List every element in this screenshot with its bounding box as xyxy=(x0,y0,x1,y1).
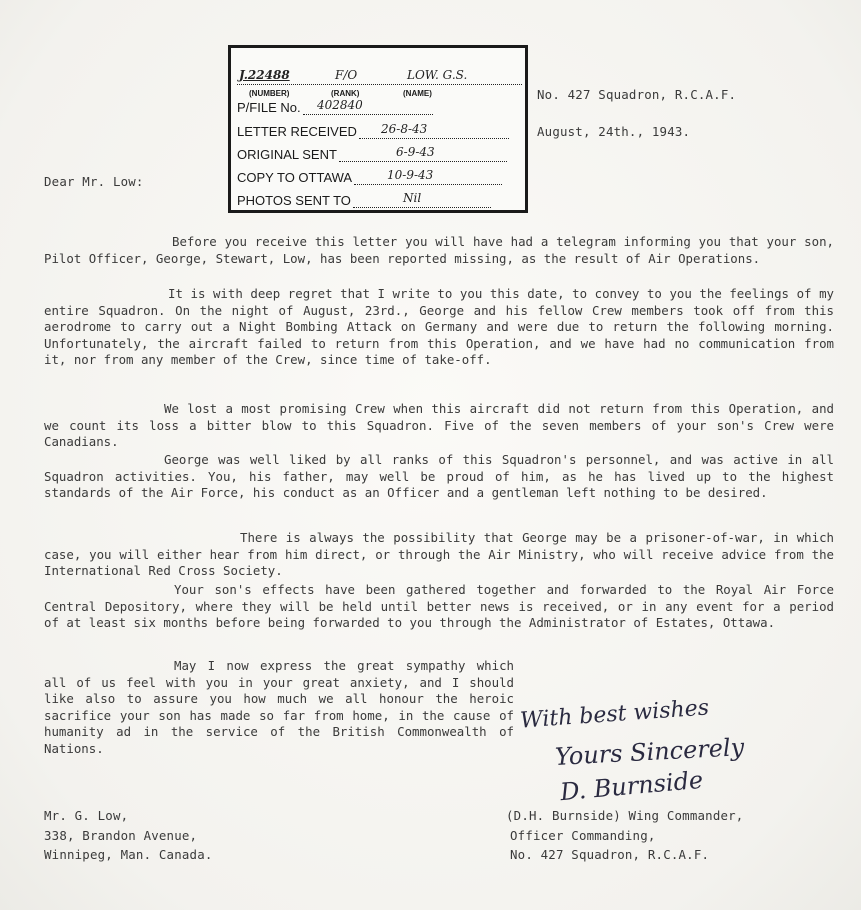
stamp-top-dotted-line xyxy=(237,84,522,85)
stamp-original-sent-value: 6-9-43 xyxy=(396,145,435,159)
paragraph-7: May I now express the great sympathy which all of us feel with you in your great anxiety, and I should like also to assure you how much we all honour the heroic sacrifice your son has made so far from home, in the cause of humanity ad in the service of the British Commonwealth of Nations. xyxy=(44,658,514,756)
handwritten-yours-sincerely: Yours Sincerely xyxy=(554,733,745,771)
stamp-letter-received-value: 26-8-43 xyxy=(381,122,428,136)
letter-date: August, 24th., 1943. xyxy=(537,124,691,139)
stamp-rank-value: F/O xyxy=(335,68,358,82)
stamp-number-caption: (NUMBER) xyxy=(249,89,290,98)
stamp-rank-caption: (RANK) xyxy=(331,89,360,98)
signer-title: Officer Commanding, xyxy=(510,828,656,843)
stamp-copy-ottawa-value: 10-9-43 xyxy=(387,168,434,182)
stamp-copy-ottawa-label: COPY TO OTTAWA xyxy=(237,170,353,185)
stamp-pfile-label: P/FILE No. xyxy=(237,100,301,115)
stamp-photos-value: Nil xyxy=(403,191,422,205)
recipient-street: 338, Brandon Avenue, xyxy=(44,828,198,843)
stamp-name-caption: (NAME) xyxy=(403,89,432,98)
stamp-original-sent-label: ORIGINAL SENT xyxy=(237,147,337,162)
paragraph-1: Before you receive this letter you will have had a telegram informing you that your son, Pilot Officer, George, Stewart, Low, has been reported missing, as the result of Air Operations. xyxy=(44,234,834,266)
paragraph-4: George was well liked by all ranks of this Squadron's personnel, and was active in all Squadron activities. You, his father, may well be proud of him, as he has lived up to the highest standards of the Air Force, his conduct as an Officer and a gentleman left nothing to be desired. xyxy=(44,452,834,501)
stamp-photos-row xyxy=(237,193,491,208)
handwritten-best-wishes: With best wishes xyxy=(519,695,710,734)
stamp-name-value: LOW. G.S. xyxy=(407,68,468,82)
stamp-photos-label: PHOTOS SENT TO xyxy=(237,193,351,208)
records-stamp xyxy=(228,45,528,213)
stamp-letter-received-row xyxy=(237,124,509,139)
stamp-copy-ottawa-row xyxy=(237,170,502,185)
squadron-heading: No. 427 Squadron, R.C.A.F. xyxy=(537,87,737,102)
recipient-name: Mr. G. Low, xyxy=(44,808,129,823)
paragraph-2: It is with deep regret that I write to you this date, to convey to you the feelings of my entire Squadron. On the night of August, 23rd., George and his fellow Crew members took off from this aerodrome to carry out a Night Bombing Attack on Germany and were due to return the following morning. Unfortunately, the aircraft failed to return from this Operation, and we have had no communication from it, nor from any member of the Crew, since time of take-off. xyxy=(44,286,834,368)
stamp-pfile-value: 402840 xyxy=(317,98,363,112)
salutation: Dear Mr. Low: xyxy=(44,174,144,189)
stamp-original-sent-row xyxy=(237,147,507,162)
stamp-letter-received-label: LETTER RECEIVED xyxy=(237,124,357,139)
signer-unit: No. 427 Squadron, R.C.A.F. xyxy=(510,847,710,862)
recipient-city: Winnipeg, Man. Canada. xyxy=(44,847,213,862)
paragraph-5: There is always the possibility that George may be a prisoner-of-war, in which case, you will either hear from him direct, or through the Air Ministry, who will receive advice from the International Red Cross Society. xyxy=(44,530,834,579)
paragraph-6: Your son's effects have been gathered together and forwarded to the Royal Air Force Central Depository, where they will be held until better news is received, or in any event for a period of at least six months before being forwarded to you through the Administrator of Estates, Ottawa. xyxy=(44,582,834,631)
stamp-number-value: J.22488 xyxy=(239,68,290,82)
handwritten-signature: D. Burnside xyxy=(559,765,705,807)
paragraph-3: We lost a most promising Crew when this aircraft did not return from this Operation, and we count its loss a bitter blow to this Squadron. Five of the seven members of your son's Crew were Canadians. xyxy=(44,401,834,450)
signer-name-rank: (D.H. Burnside) Wing Commander, xyxy=(506,808,744,823)
